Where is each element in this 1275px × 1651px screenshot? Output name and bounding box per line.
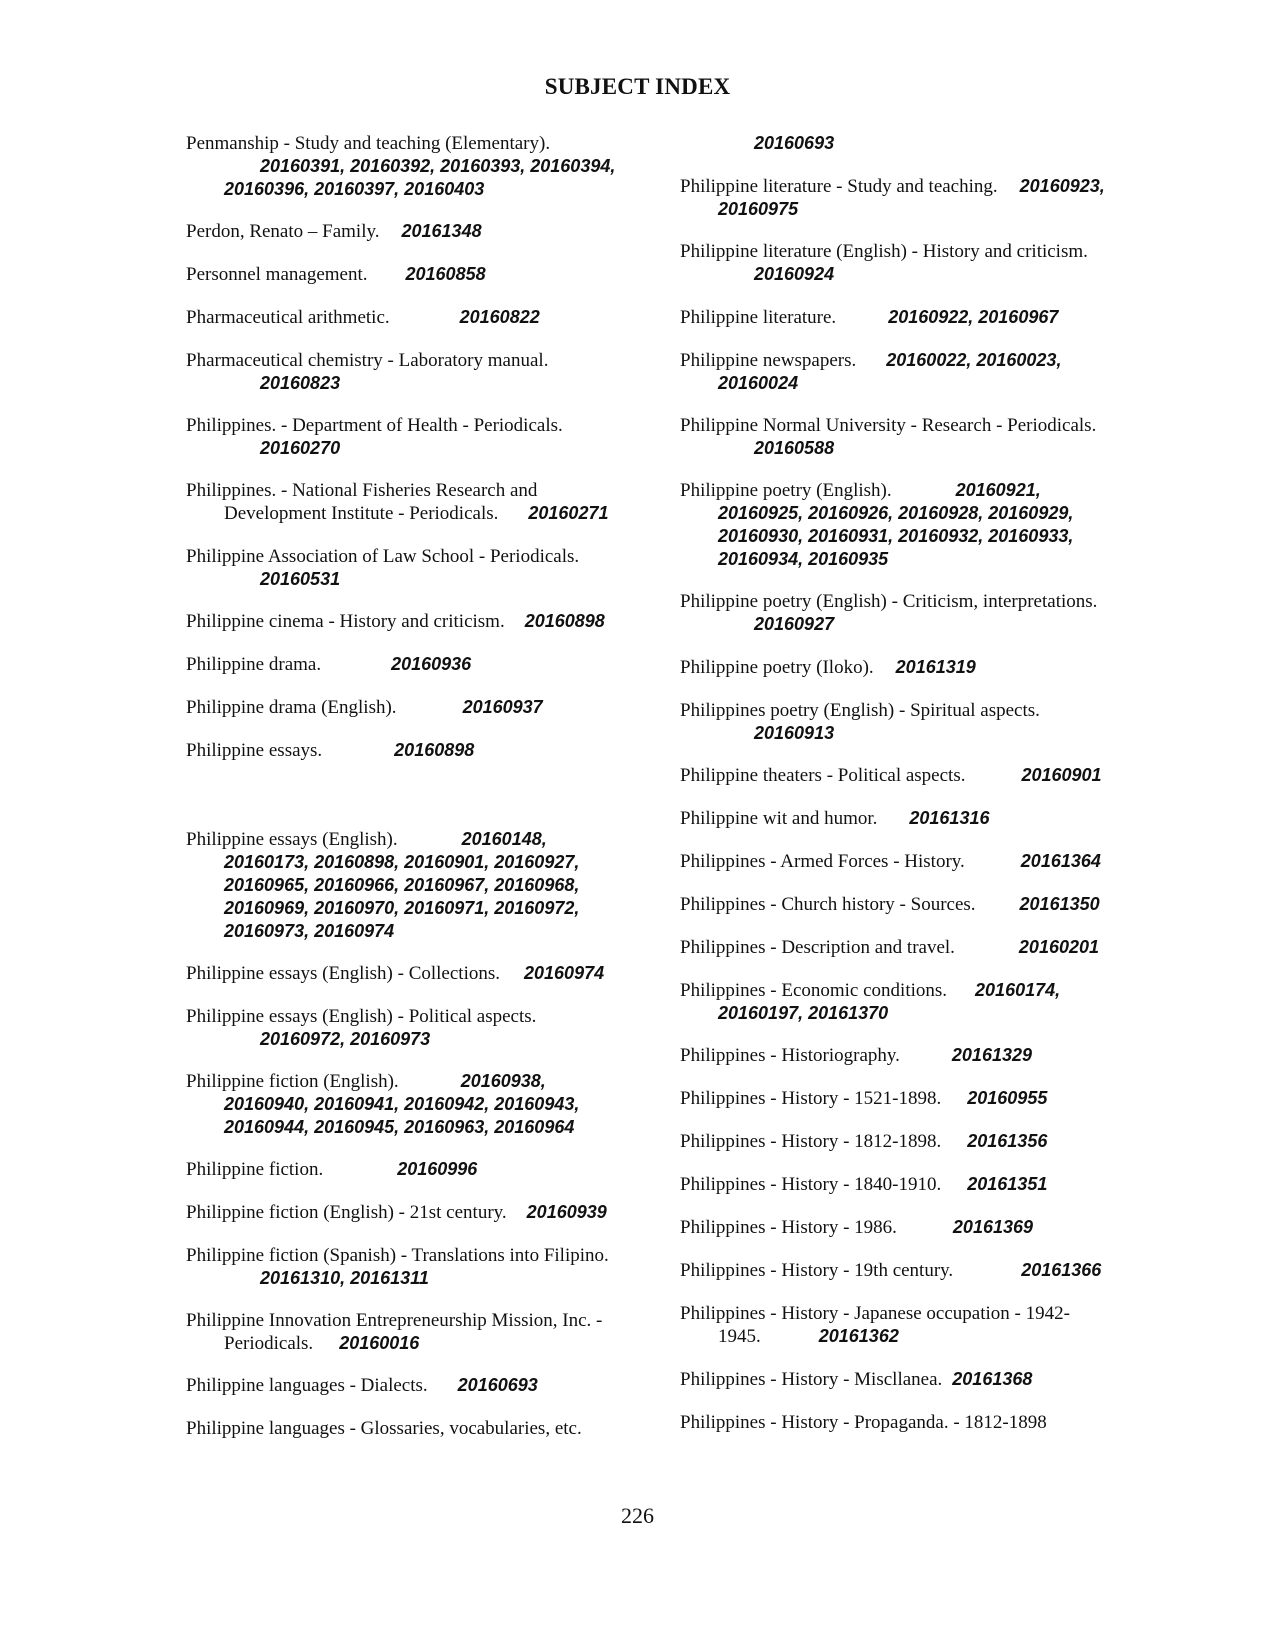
index-entry: [186, 1309, 656, 1355]
entry-numbers: 20160173, 20160898, 20160901, 20160927,: [224, 852, 580, 872]
entry-heading: Philippines - History - 1812-1898.: [680, 1131, 942, 1152]
entry-numbers: 20160901: [1021, 765, 1102, 785]
index-entry: [680, 850, 1150, 873]
entry-heading: Philippine drama.: [186, 654, 322, 675]
index-entry: [186, 1244, 656, 1290]
entry-numbers: 20160822: [459, 307, 540, 327]
entry-numbers: 20160391, 20160392, 20160393, 20160394,: [260, 156, 616, 176]
entry-heading: Philippine languages - Dialects.: [186, 1375, 428, 1396]
entry-numbers: 20160930, 20160931, 20160932, 20160933,: [718, 526, 1074, 546]
index-entry: [186, 610, 656, 633]
entry-heading: Philippines - Description and travel.: [680, 937, 955, 958]
entry-heading: Philippines - Historiography.: [680, 1045, 900, 1066]
entry-heading: Philippine poetry (Iloko).: [680, 657, 874, 678]
entry-numbers: 20161310, 20161311: [260, 1268, 429, 1288]
index-entry: [186, 263, 656, 286]
entry-numbers: 20161316: [909, 808, 990, 828]
entry-numbers: 20160913: [754, 723, 835, 743]
entry-heading: Philippine fiction.: [186, 1159, 324, 1180]
index-entry: [680, 1368, 1150, 1391]
entry-numbers: 20160693: [457, 1375, 538, 1395]
entry-numbers: 20160922, 20160967: [888, 307, 1059, 327]
index-entry: [680, 1411, 1150, 1434]
index-entry: [186, 306, 656, 329]
entry-numbers: 20160936: [391, 654, 472, 674]
entry-numbers: 20160944, 20160945, 20160963, 20160964: [224, 1117, 575, 1137]
entry-numbers: 20160898: [524, 611, 605, 631]
index-entry: [680, 175, 1150, 221]
entry-numbers: 20160924: [754, 264, 835, 284]
index-entry: [680, 306, 1150, 329]
entry-numbers: 20161364: [1020, 851, 1101, 871]
index-entry: [680, 807, 1150, 830]
index-entry: [186, 1417, 656, 1440]
index-entry: [186, 349, 656, 395]
entry-numbers: 20160969, 20160970, 20160971, 20160972,: [224, 898, 580, 918]
index-entry: [186, 696, 656, 719]
entry-numbers: 20160925, 20160926, 20160928, 20160929,: [718, 503, 1074, 523]
entry-numbers: 20161329: [951, 1045, 1032, 1065]
entry-heading: Philippine fiction (English) - 21st century.: [186, 1202, 507, 1223]
index-entry: [680, 936, 1150, 959]
entry-heading: Philippines - Armed Forces - History.: [680, 851, 965, 872]
entry-numbers: 20160148,: [461, 829, 547, 849]
entry-numbers: 20161348: [401, 221, 482, 241]
entry-heading: Philippines - History - 1840-1910.: [680, 1174, 942, 1195]
entry-heading: Personnel management.: [186, 264, 368, 285]
entry-heading: Philippine literature - Study and teaching.: [680, 176, 998, 197]
index-entry: [186, 653, 656, 676]
entry-numbers: 20160197, 20161370: [718, 1003, 889, 1023]
entry-numbers: 20160937: [462, 697, 543, 717]
entry-numbers: 20160955: [967, 1088, 1048, 1108]
entry-heading: Pharmaceutical arithmetic.: [186, 307, 390, 328]
index-entry-continued: [680, 132, 1150, 155]
entry-numbers: 20160271: [528, 503, 609, 523]
entry-heading: Philippines poetry (English) - Spiritual aspects.: [680, 700, 1040, 721]
entry-numbers: 20160823: [260, 373, 341, 393]
entry-heading: Philippine poetry (English).: [680, 480, 892, 501]
index-entry: [680, 893, 1150, 916]
entry-numbers: 20160174,: [975, 980, 1061, 1000]
entry-heading: Pharmaceutical chemistry - Laboratory manual.: [186, 350, 549, 371]
entry-heading-continued: Periodicals.: [224, 1333, 314, 1354]
entry-numbers: 20160938,: [460, 1071, 546, 1091]
entry-numbers: 20160898: [394, 740, 475, 760]
entry-numbers: 20160939: [526, 1202, 607, 1222]
entry-numbers: 20160531: [260, 569, 341, 589]
index-entry: [186, 220, 656, 243]
entry-numbers: 20160973, 20160974: [224, 921, 395, 941]
index-entry: [186, 414, 656, 460]
index-entry: [680, 1259, 1150, 1282]
entry-numbers: 20160996: [397, 1159, 478, 1179]
entry-numbers: 20160016: [339, 1333, 420, 1353]
index-entry: [680, 349, 1150, 395]
entry-numbers: 20161369: [952, 1217, 1034, 1237]
index-entry: [186, 1070, 656, 1139]
entry-heading: Philippines - History - 1521-1898.: [680, 1088, 942, 1109]
index-entry: [680, 1130, 1150, 1153]
index-entry: [186, 479, 656, 525]
entry-heading: Philippine essays.: [186, 740, 323, 761]
entry-heading: Philippine newspapers.: [680, 350, 857, 371]
entry-heading: Philippines - Church history - Sources.: [680, 894, 976, 915]
entry-numbers: 20160022, 20160023,: [886, 350, 1062, 370]
index-entry: [680, 1216, 1150, 1239]
entry-numbers: 20160972, 20160973: [260, 1029, 431, 1049]
entry-numbers: 20160940, 20160941, 20160942, 20160943,: [224, 1094, 580, 1114]
index-entry: [680, 1087, 1150, 1110]
index-entry: [680, 1302, 1150, 1348]
entry-heading: Philippines - Economic conditions.: [680, 980, 948, 1001]
entry-numbers: 20160921,: [955, 480, 1041, 500]
entry-numbers: 20160934, 20160935: [718, 549, 889, 569]
index-entry: [186, 1374, 656, 1397]
index-entry: [186, 739, 656, 762]
entry-numbers: 20160396, 20160397, 20160403: [224, 179, 485, 199]
entry-heading: Philippine fiction (Spanish) - Translations into Filipino.: [186, 1245, 609, 1266]
entry-heading-continued: 1945.: [718, 1326, 761, 1347]
entry-heading: Philippine Innovation Entrepreneurship Mission, Inc. -: [186, 1310, 603, 1331]
entry-heading: Philippines - History - Miscllanea.: [680, 1369, 943, 1390]
entry-heading: Philippine essays (English) - Political aspects.: [186, 1006, 537, 1027]
index-entry: [186, 1005, 656, 1051]
entry-heading: Philippine theaters - Political aspects.: [680, 765, 966, 786]
entry-numbers: 20161350: [1019, 894, 1100, 914]
entry-heading: Philippines - History - Japanese occupation - 1942-: [680, 1303, 1070, 1324]
index-entry: [186, 828, 656, 943]
entry-numbers: 20160858: [405, 264, 486, 284]
entry-heading: Philippine cinema - History and criticism.: [186, 611, 505, 632]
index-entry: [186, 545, 656, 591]
entry-heading: Philippines. - National Fisheries Research and: [186, 480, 538, 501]
index-entry: [680, 590, 1150, 636]
index-entry: [680, 656, 1150, 679]
index-entry: [680, 764, 1150, 787]
entry-heading: Philippines - History - 1986.: [680, 1217, 897, 1238]
entry-numbers: 20160201: [1018, 937, 1100, 957]
index-entry: [680, 699, 1150, 745]
index-entry: [680, 414, 1150, 460]
entry-heading: Philippine fiction (English).: [186, 1071, 399, 1092]
index-entry: [186, 962, 656, 985]
entry-numbers: 20160270: [260, 438, 341, 458]
entry-heading: Perdon, Renato – Family.: [186, 221, 380, 242]
entry-numbers: 20161362: [818, 1326, 899, 1346]
entry-numbers: 20161366: [1021, 1260, 1102, 1280]
entry-heading: Philippines - History - Propaganda. - 1812-1898: [680, 1412, 1047, 1433]
page-number: 226: [621, 1503, 654, 1528]
entry-numbers: 20161351: [967, 1174, 1048, 1194]
index-entry: [680, 979, 1150, 1025]
index-entry: [186, 132, 656, 201]
entry-heading: Philippine literature.: [680, 307, 837, 328]
entry-numbers: 20160923,: [1019, 176, 1105, 196]
entry-numbers: 20160975: [718, 199, 799, 219]
entry-heading: Philippines - History - 19th century.: [680, 1260, 954, 1281]
index-entry: [680, 479, 1150, 571]
entry-heading: Penmanship - Study and teaching (Elementary).: [186, 133, 551, 154]
entry-heading: Philippine literature (English) - History and criticism.: [680, 241, 1088, 262]
entry-numbers: 20161319: [895, 657, 976, 677]
entry-numbers: 20160965, 20160966, 20160967, 20160968,: [224, 875, 580, 895]
entry-heading: Philippine drama (English).: [186, 697, 397, 718]
entry-heading-continued: Development Institute - Periodicals.: [224, 503, 499, 524]
entry-numbers: 20160693: [754, 133, 835, 153]
index-entry: [680, 1044, 1150, 1067]
index-entry: [186, 1201, 656, 1224]
entry-heading: Philippine wit and humor.: [680, 808, 878, 829]
entry-numbers: 20160974: [524, 963, 605, 983]
entry-heading: Philippines. - Department of Health - Periodicals.: [186, 415, 563, 436]
entry-numbers: 20161356: [967, 1131, 1048, 1151]
index-entry: [680, 240, 1150, 286]
entry-heading: Philippine Normal University - Research - Periodicals.: [680, 415, 1097, 436]
index-entry: [186, 1158, 656, 1181]
entry-heading: Philippine languages - Glossaries, vocabularies, etc.: [186, 1418, 582, 1439]
entry-numbers: 20160927: [754, 614, 835, 634]
entry-heading: Philippine poetry (English) - Criticism, interpretations.: [680, 591, 1098, 612]
entry-numbers: 20160588: [754, 438, 835, 458]
entry-numbers: 20161368: [952, 1369, 1033, 1389]
entry-numbers: 20160024: [718, 373, 799, 393]
page-title: SUBJECT INDEX: [544, 74, 731, 99]
entry-heading: Philippine Association of Law School - Periodicals.: [186, 546, 580, 567]
entry-heading: Philippine essays (English) - Collections.: [186, 963, 501, 984]
entry-heading: Philippine essays (English).: [186, 829, 398, 850]
index-entry: [680, 1173, 1150, 1196]
